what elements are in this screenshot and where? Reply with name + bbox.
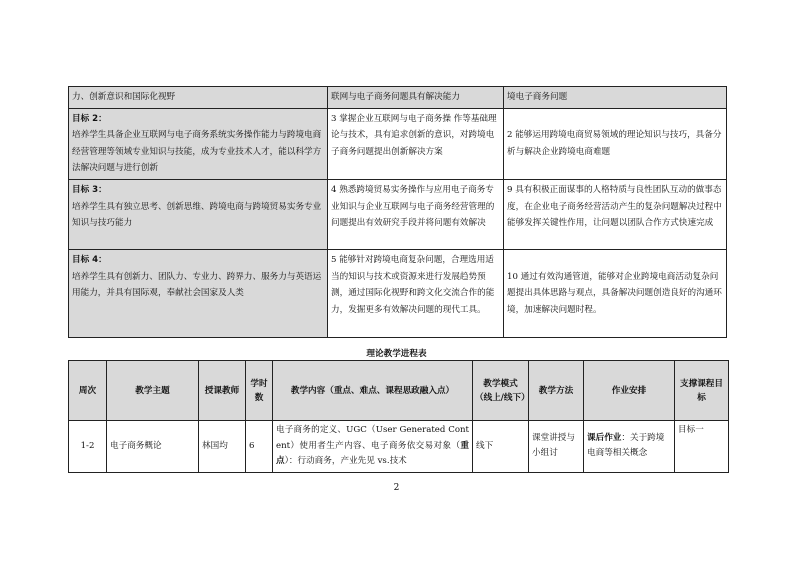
table-cell: 3 掌握企业互联网与电子商务操 作等基础理论与技术，具有追求创新的意识，对跨境电子商务问题提出创新解决方案 [328,108,504,179]
table-cell: 9 具有积极正面谋事的人格特质与良性团队互动的做事态度，在企业电子商务经营活动产生的复杂问题解决过程中能够发挥关键性作用，让问题以团队合作方式快速完成 [504,179,727,249]
table-cell: 2 能够运用跨境电商贸易领域的理论知识与技巧，具备分析与解决企业跨境电商难题 [504,108,727,179]
header-cell: 教学主题 [107,361,199,421]
header-cell: 支撑课程目标 [675,361,729,421]
mode-cell: 线下 [473,421,529,473]
content-text: ）：行动商务，产业先见 vs.技术 [284,456,407,467]
objective-cell [69,108,328,179]
homework-text: ：关于跨境电商等相关概念 [587,432,665,459]
table-cell: 10 通过有效沟通管道，能够对企业跨境电商活动复杂问题提出具体思路与观点，具备解决问题创造良好的沟通环境，加速解决问题时程。 [504,249,727,337]
header-cell: 教学模式（线上/线下） [473,361,529,421]
goal-label: 目标 4： [72,254,107,265]
header-cell: 授课教师 [199,361,246,421]
target-cell: 目标一 [675,421,729,473]
page-number: 2 [393,483,400,493]
table-caption: 理论教学进程表 [366,349,427,359]
header-cell: 教学内容（重点、难点、课程思政融入点） [273,361,473,421]
table-cell: 5 能够针对跨境电商复杂问题，合理选用适当的知识与技术或资源来进行发展趋势预测，通过国际化视野和跨文化交流合作的能力，发掘更多有效解决问题的现代工具。 [328,249,504,337]
table-row [69,421,729,473]
objectives-table [68,86,727,338]
table-cell: 力、创新意识和国际化视野 [69,87,328,109]
table-row [69,249,727,337]
table-row [69,108,727,179]
homework-label: 课后作业 [587,432,622,443]
goal-label: 目标 3： [72,184,107,195]
objective-cell [69,179,328,249]
header-row [69,361,729,421]
method-cell: 课堂讲授与小组讨 [529,421,584,473]
content-cell [273,421,473,473]
table-cell: 联网与电子商务问题具有解决能力 [328,87,504,109]
header-cell: 学时数 [246,361,273,421]
objective-cell [69,249,328,337]
content-text: 电子商务的定义、UGC（User Generated Content）使用者生产内容、电子商务依交易对象（ [276,425,469,451]
table-cell: 境电子商务问题 [504,87,727,109]
schedule-table [68,360,729,473]
header-cell: 教学方法 [529,361,584,421]
header-cell: 周次 [69,361,107,421]
goal-text: 培养学生具备企业互联网与电子商务系统实务操作能力与跨境电商经营管理等领域专业知识与技能，成为专业技术人才，能以科学方法解决问题与进行创新 [72,130,322,174]
goal-text: 培养学生具有独立思考、创新思维、跨境电商与跨境贸易实务专业知识与技巧能力 [72,201,322,229]
week-cell: 1-2 [69,421,107,473]
header-cell: 作业安排 [584,361,675,421]
content-emphasis: 重点 [276,440,469,467]
goal-label: 目标 2： [72,113,107,124]
goal-text: 培养学生具有创新力、团队力、专业力、跨界力、服务力与英语运用能力，并具有国际观，奉献社会国家及人类 [72,271,322,299]
table-row [69,87,727,109]
topic-cell: 电子商务概论 [107,421,199,473]
hours-cell: 6 [246,421,273,473]
homework-cell [584,421,675,473]
teacher-cell: 林国均 [199,421,246,473]
table-cell: 4 熟悉跨境贸易实务操作与应用电子商务专业知识与企业互联网与电子商务经营管理的问题提出有效研究手段并将问题有效解决 [328,179,504,249]
table-row [69,179,727,249]
